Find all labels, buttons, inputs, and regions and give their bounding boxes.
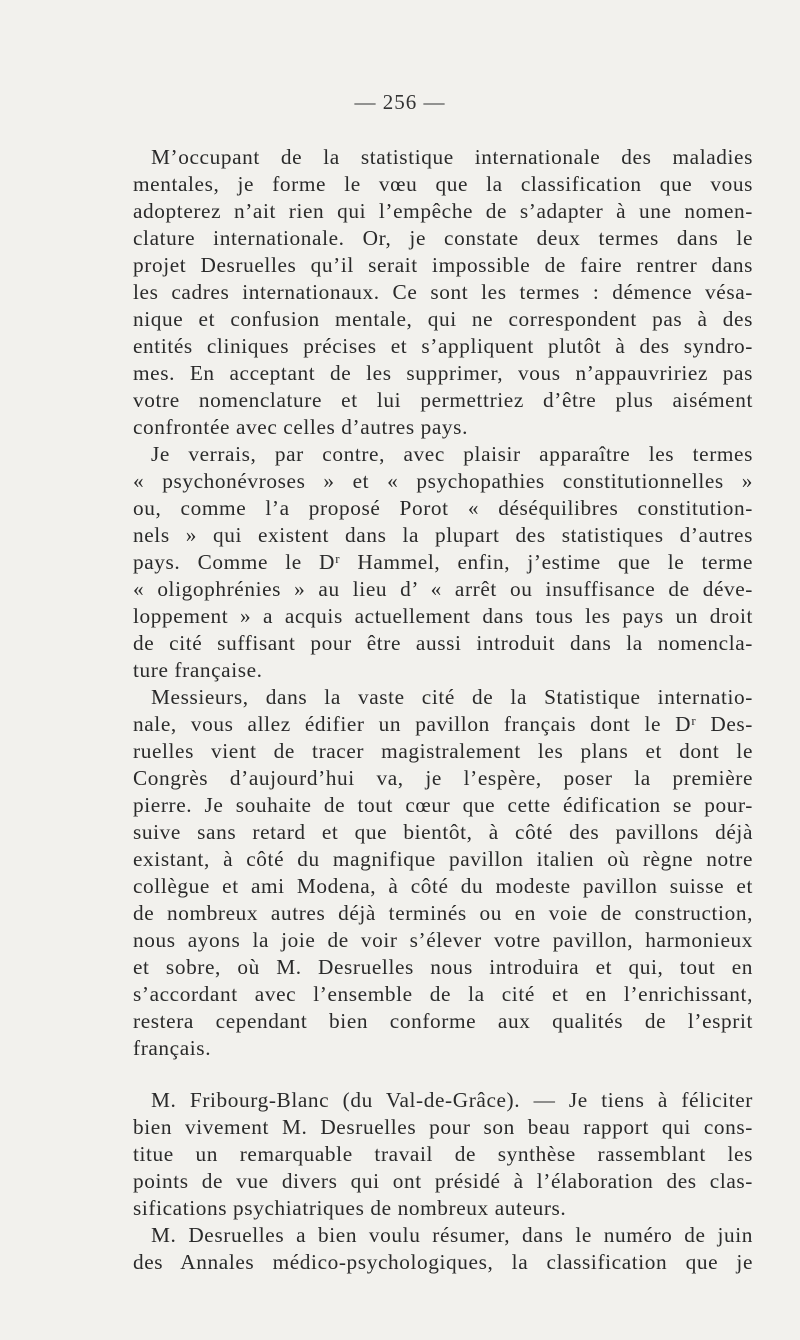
- text-line: M. Fribourg-Blanc (du Val-de-Grâce). — Je tiens à féliciter: [151, 1088, 753, 1112]
- text-line: existant, à côté du magnifique pavillon italien où règne notre: [133, 847, 753, 871]
- text-line: mentales, je forme le vœu que la classification que vous: [133, 172, 753, 196]
- text-line: les cadres internationaux. Ce sont les termes : démence vésa-: [133, 280, 753, 304]
- text-line: votre nomenclature et lui permettriez d’être plus aisément: [133, 388, 753, 412]
- text-line: français.: [133, 1036, 212, 1060]
- text-line: adopterez n’ait rien qui l’empêche de s’adapter à une nomen-: [133, 199, 753, 223]
- text-line: confrontée avec celles d’autres pays.: [133, 415, 468, 439]
- text-line: des Annales médico-psychologiques, la classification que je: [133, 1250, 753, 1274]
- text-line: clature internationale. Or, je constate deux termes dans le: [133, 226, 753, 250]
- text-line: ou, comme l’a proposé Porot « déséquilibres constitution-: [133, 496, 753, 520]
- text-line: nous ayons la joie de voir s’élever votre pavillon, harmonieux: [133, 928, 753, 952]
- text-line: nels » qui existent dans la plupart des statistiques d’autres: [133, 523, 753, 547]
- text-line: nale, vous allez édifier un pavillon français dont le Dʳ Des-: [133, 712, 753, 736]
- text-line: restera cependant bien conforme aux qualités de l’esprit: [133, 1009, 753, 1033]
- text-line: Messieurs, dans la vaste cité de la Statistique internatio-: [151, 685, 753, 709]
- text-line: et sobre, où M. Desruelles nous introduira et qui, tout en: [133, 955, 753, 979]
- text-line: s’accordant avec l’ensemble de la cité et en l’enrichissant,: [133, 982, 753, 1006]
- text-line: Je verrais, par contre, avec plaisir apparaître les termes: [151, 442, 753, 466]
- text-line: nique et confusion mentale, qui ne correspondent pas à des: [133, 307, 753, 331]
- text-line: ture française.: [133, 658, 263, 682]
- text-line: mes. En acceptant de les supprimer, vous n’appauvririez pas: [133, 361, 753, 385]
- text-line: projet Desruelles qu’il serait impossible de faire rentrer dans: [133, 253, 753, 277]
- text-line: « oligophrénies » au lieu d’ « arrêt ou insuffisance de déve-: [133, 577, 753, 601]
- text-line: M’occupant de la statistique internationale des maladies: [151, 145, 753, 169]
- text-line: collègue et ami Modena, à côté du modeste pavillon suisse et: [133, 874, 753, 898]
- text-line: suive sans retard et que bientôt, à côté des pavillons déjà: [133, 820, 753, 844]
- page-number: — 256 —: [354, 90, 446, 114]
- text-line: loppement » a acquis actuellement dans tous les pays un droit: [133, 604, 753, 628]
- text-line: points de vue divers qui ont présidé à l’élaboration des clas-: [133, 1169, 753, 1193]
- text-line: titue un remarquable travail de synthèse rassemblant les: [133, 1142, 753, 1166]
- text-line: bien vivement M. Desruelles pour son beau rapport qui cons-: [133, 1115, 753, 1139]
- text-line: « psychonévroses » et « psychopathies constitutionnelles »: [133, 469, 753, 493]
- text-line: M. Desruelles a bien voulu résumer, dans le numéro de juin: [151, 1223, 753, 1247]
- text-line: entités cliniques précises et s’appliquent plutôt à des syndro-: [133, 334, 753, 358]
- text-line: de cité suffisant pour être aussi introduit dans la nomencla-: [133, 631, 753, 655]
- text-line: ruelles vient de tracer magistralement les plans et dont le: [133, 739, 753, 763]
- text-line: de nombreux autres déjà terminés ou en voie de construction,: [133, 901, 753, 925]
- text-line: sifications psychiatriques de nombreux auteurs.: [133, 1196, 567, 1220]
- text-line: pierre. Je souhaite de tout cœur que cette édification se pour-: [133, 793, 753, 817]
- text-line: Congrès d’aujourd’hui va, je l’espère, poser la première: [133, 766, 753, 790]
- text-line: pays. Comme le Dʳ Hammel, enfin, j’estime que le terme: [133, 550, 753, 574]
